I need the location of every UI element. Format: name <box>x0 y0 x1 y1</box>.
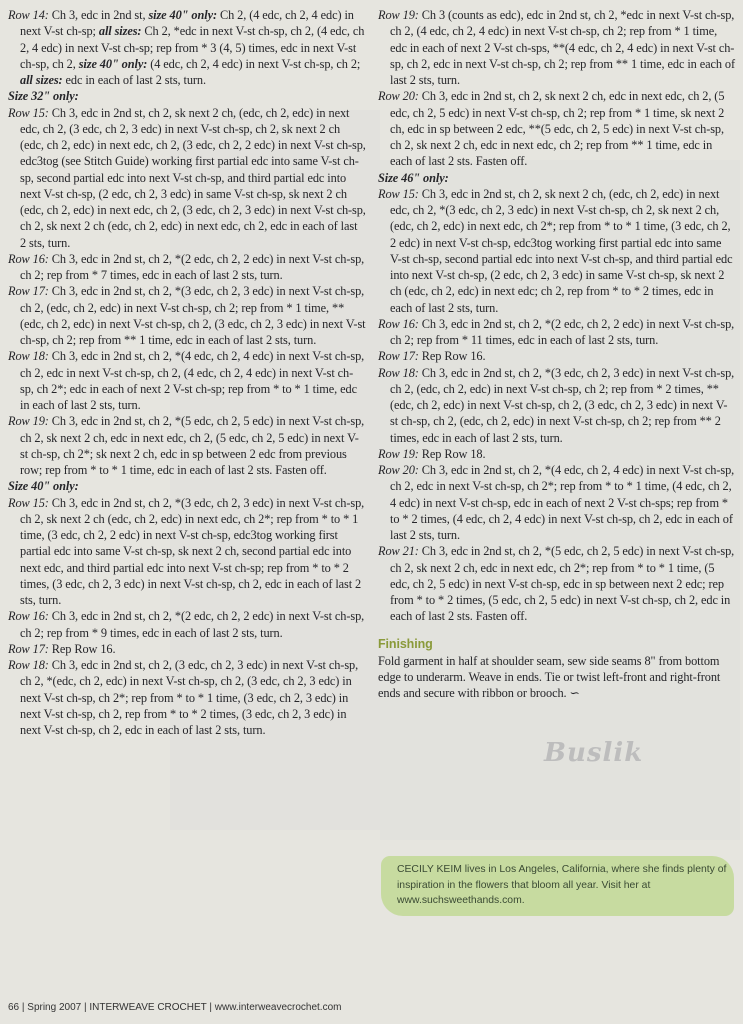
row-label: Row 17: <box>378 349 419 364</box>
row-label: Row 19: <box>378 8 419 22</box>
size-heading: Size 32" only: <box>8 89 79 104</box>
row-label: Row 16: <box>8 251 49 266</box>
pattern-row <box>8 105 366 251</box>
left-column <box>8 7 366 738</box>
pattern-row <box>378 462 735 543</box>
page-footer: 66 | Spring 2007 | INTERWEAVE CROCHET | www.interweavecrochet.com <box>8 1002 342 1013</box>
pattern-row <box>378 348 735 364</box>
pattern-row <box>8 251 366 284</box>
size-note: size 40" only: <box>148 8 217 22</box>
row-text: Ch 3, edc in 2nd st, ch 2, *(2 edc, ch 2, 2 edc) in next V-st ch-sp, ch 2; rep from * 9 times, edc in each of last 2 sts, turn. <box>20 609 365 640</box>
row-label: Row 15: <box>8 105 49 120</box>
finishing-heading: Finishing <box>378 636 433 651</box>
row-text: Rep Row 18. <box>418 446 486 461</box>
row-label: Row 20: <box>378 89 419 104</box>
size-note: all sizes: <box>20 73 63 87</box>
row-text: Ch 2, *edc in next V-st ch-sp, ch 2, (4 edc, ch 2, 4 edc) in next V-st ch-sp; rep from * 3 (4, 5) times, edc in next V-st ch-sp, ch 2, <box>20 24 365 71</box>
finishing-body: Fold garment in half at shoulder seam, sew side seams 8" from bottom edge to underarm. Weave in ends. Tie or twist left-front and right-front ends and secure with ribbon or brooch. <box>378 653 721 701</box>
row-text: Ch 3, edc in 2nd st, ch 2, *(2 edc, ch 2, 2 edc) in next V-st ch-sp, ch 2; rep from * 7 times, edc in each of last 2 sts, turn. <box>20 251 365 282</box>
pattern-row <box>378 365 735 446</box>
row-text: Rep Row 16. <box>418 349 486 364</box>
finishing-text <box>378 653 735 702</box>
row-text: Ch 3, edc in 2nd st, ch 2, sk next 2 ch, edc in next edc, ch 2, (5 edc, ch 2, 5 edc) in next V-st ch-sp, ch 2; rep from * 1 time, sk next 2 ch, edc in sp between 2 edc, **(5 edc, ch 2, 5 edc) in next V-st ch-sp, ch 2, sk next 2 ch, edc in next edc, ch 2; rep from ** 1 time, edc in each of last 2 sts. Fasten off. <box>390 89 725 169</box>
row-text: Ch 3, edc in 2nd st, ch 2, *(3 edc, ch 2, 3 edc) in next V-st ch-sp, ch 2, (edc, ch 2, edc) in next V-st ch-sp, ch 2; rep from * 1 time, **(edc, ch 2, edc) in next V-st ch-sp, ch 2, (3 edc, ch 2, 3 edc) in next V-st ch-sp, ch 2; rep from ** 1 time, edc in each of last 2 sts, turn. <box>20 284 366 347</box>
pattern-row <box>378 316 735 349</box>
row-label: Row 18: <box>8 349 49 364</box>
row-text: Ch 3, edc in 2nd st, ch 2, *(4 edc, ch 2, 4 edc) in next V-st ch-sp, ch 2, edc in next V-st ch-sp, ch 2, (4 edc, ch 2, 4 edc) in next V-st ch-sp, ch 2*; edc in each of next 2 V-st ch-sp; rep from * to * 1 time, edc in each of last 2 sts, turn. <box>20 349 365 412</box>
row-text: Ch 3, edc in 2nd st, ch 2, sk next 2 ch, (edc, ch 2, edc) in next edc, ch 2, *(3 edc, ch 2, 3 edc) in next V-st ch-sp, ch 2, sk next 2 ch, (edc, ch 2, edc) in next edc, ch 2*; rep from * to * 1 time, (3 edc, ch 2, 2 edc) in next V-st ch-sp, edc3tog working first partial edc into same V-st ch-sp, second partial edc into next V-st ch-sp, and third partial edc into next V-st ch-sp, (2 edc, ch 2, 3 edc) in same V-st ch-sp, sk next 2 ch (edc, ch 2, edc) in next edc; ch 2, rep from * to * 2 times, edc in each of last 2 sts, turn. <box>390 186 733 315</box>
row-label: Row 19: <box>378 446 419 461</box>
author-bio-text: CECILY KEIM lives in Los Angeles, California, where she finds plenty of inspiration in the flowers that bloom all year. Visit her at www.suchsweethands.com. <box>397 864 727 906</box>
row-label: Row 18: <box>8 658 49 672</box>
right-column <box>378 7 735 702</box>
row-label: Row 16: <box>8 609 49 624</box>
row-label: Row 19: <box>8 414 49 429</box>
row-text: Ch 3, edc in 2nd st, ch 2, *(5 edc, ch 2, 5 edc) in next V-st ch-sp, ch 2, sk next 2 ch, edc in next edc, ch 2*; rep from * to * 1 time, (5 edc, ch 2, 5 edc) in next V-st ch-sp, edc in sp between next 2 edc; rep from * to * 2 times, (5 edc, ch 2, 5 edc) in next V-st ch-sp, ch 2, edc in each of last 2 sts. Fasten off. <box>390 544 735 624</box>
row-text: Ch 3, edc in 2nd st, ch 2, *(4 edc, ch 2, 4 edc) in next V-st ch-sp, ch 2, edc in next V-st ch-sp, ch 2*; rep from * to * 1 time, (4 edc, ch 2, 4 edc) in next V-st ch-sp, edc in each of next 2 V-st ch-sps; rep from * to * 2 times, (4 edc, ch 2, 4 edc) in next V-st ch-sp, ch 2, edc in each of last 2 sts, turn. <box>390 463 735 542</box>
row-label: Row 21: <box>378 544 419 559</box>
pattern-row <box>8 641 366 657</box>
row-label: Row 16: <box>378 316 419 331</box>
row-text: Ch 3, edc in 2nd st, ch 2, *(3 edc, ch 2, 3 edc) in next V-st ch-sp, ch 2, (edc, ch 2, edc) in next V-st ch-sp, ch 2; rep from * 2 times, **(edc, ch 2, edc) in next V-st ch-sp, ch 2, (3 edc, ch 2, 3 edc) in next V-st ch-sp, ch 2, (edc, ch 2, edc) in next V-st ch-sp, ch 2; rep from ** 2 times, edc in each of last 2 sts, turn. <box>390 365 735 445</box>
size-heading: Size 40" only: <box>8 479 79 494</box>
size-note: size 40" only: <box>78 56 148 71</box>
row-label: Row 17: <box>8 284 49 299</box>
pattern-row <box>378 543 735 624</box>
row-text: Ch 3, edc in 2nd st, ch 2, *(3 edc, ch 2, 3 edc) in next V-st ch-sp, ch 2, sk next 2 ch (edc, ch 2, edc) in next edc, ch 2*; rep from * to * 1 time, (3 edc, ch 2, 2 edc) in next V-st ch-sp, edc3tog working first partial edc into same V-st ch-sp, sk next 2 ch, second partial edc into next edc, and third partial edc into next V-st ch-sp; rep from * to * 2 times, (3 edc, ch 2, 3 edc) in next V-st ch-sp, ch 2, edc in each of last 2 sts, turn. <box>20 495 365 607</box>
row-text: Ch 2, (4 edc, ch 2, 4 edc) in next V-st ch-sp; <box>20 8 354 39</box>
row-label: Row 15: <box>8 495 49 510</box>
row-label: Row 20: <box>378 463 419 477</box>
row-text: Ch 3, edc in 2nd st, ch 2, *(5 edc, ch 2, 5 edc) in next V-st ch-sp, ch 2, sk next 2 ch, edc in next edc, ch 2, (5 edc, ch 2, 5 edc) in next V-st ch-sp, ch 2*; sk next 2 ch, edc in sp between 2 edc from previous row; rep from * to * 1 time, edc in each of last 2 sts. Fasten off. <box>20 414 365 477</box>
pattern-row <box>8 7 366 88</box>
watermark: Buslik <box>544 738 644 768</box>
row-label: Row 17: <box>8 641 49 656</box>
row-text: Ch 3, edc in 2nd st, <box>48 8 149 22</box>
row-label: Row 14: <box>8 8 49 22</box>
pattern-row <box>378 88 735 169</box>
pattern-row <box>378 446 735 462</box>
row-text: Ch 3, edc in 2nd st, ch 2, *(2 edc, ch 2, 2 edc) in next V-st ch-sp, ch 2; rep from * 11 times, edc in each of last 2 sts, turn. <box>390 316 735 347</box>
pattern-row <box>8 348 366 413</box>
row-text: edc in each of last 2 sts, turn. <box>62 73 206 87</box>
row-text: Ch 3 (counts as edc), edc in 2nd st, ch 2, *edc in next V-st ch-sp, ch 2, (4 edc, ch 2, 4 edc) in next V-st ch-sp, ch 2; rep from * 1 time, edc in each of next 2 V-st ch-sps, **(4 edc, ch 2, 4 edc) in next V-st ch-sp, ch 2, edc in next V-st ch-sp, ch 2; rep from ** 1 time, edc in each of last 2 sts, turn. <box>390 8 735 87</box>
row-label: Row 15: <box>378 186 419 201</box>
pattern-row <box>8 657 366 738</box>
end-mark-icon: ∽ <box>569 686 580 701</box>
pattern-row <box>378 7 735 88</box>
pattern-row <box>8 283 366 348</box>
row-label: Row 18: <box>378 365 419 380</box>
author-bio-box <box>381 856 734 916</box>
row-text: Ch 3, edc in 2nd st, ch 2, (3 edc, ch 2, 3 edc) in next V-st ch-sp, ch 2, *(edc, ch 2, edc) in next V-st ch-sp, ch 2, (3 edc, ch 2, 3 edc) in next V-st ch-sp, ch 2*; rep from * to * 1 time, (3 edc, ch 2, 3 edc) in next V-st ch-sp, ch 2, rep from * to * 2 times, (3 edc, ch 2, 3 edc) in next V-st ch-sp, ch 2, edc in each of last 2 sts, turn. <box>20 658 359 737</box>
row-text: (4 edc, ch 2, 4 edc) in next V-st ch-sp, ch 2; <box>147 56 361 71</box>
pattern-row <box>8 495 366 609</box>
row-text: Rep Row 16. <box>48 641 116 656</box>
row-text: Ch 3, edc in 2nd st, ch 2, sk next 2 ch, (edc, ch 2, edc) in next edc, ch 2, (3 edc, ch 2, 3 edc) in next V-st ch-sp, ch 2, sk next 2 ch (edc, ch 2, edc) in next edc, ch 2, (3 edc, ch 2, 2 edc) in next V-st ch-sp, edc3tog (see Stitch Guide) working first partial edc into same V-st ch-sp, second partial edc into next V-st ch-sp, and third partial edc into next V-st ch-sp, (2 edc, ch 2, 3 edc) in same V-st ch-sp, sk next 2 ch (edc, ch 2, edc) in next edc, ch 2, (3 edc, ch 2, 3 edc) in next V-st ch-sp, ch 2, sk next 2 ch (edc, ch 2, edc) in next edc, ch 2, edc in each of last 2 sts, turn. <box>20 105 366 250</box>
pattern-row <box>8 413 366 478</box>
pattern-row <box>378 186 735 316</box>
size-note: all sizes: <box>98 24 142 39</box>
pattern-row <box>8 608 366 641</box>
size-heading: Size 46" only: <box>378 170 449 185</box>
